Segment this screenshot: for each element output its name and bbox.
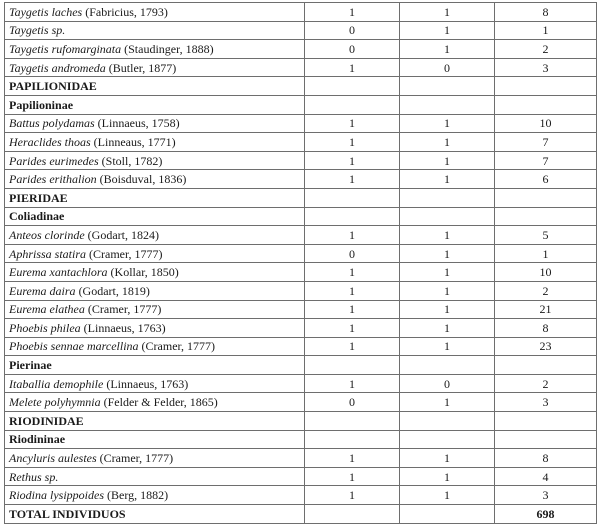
presence-col-1-value: 1 — [349, 283, 355, 298]
subfamily-name: Pierinae — [9, 358, 52, 373]
total-count-value: 698 — [536, 506, 555, 521]
individuals-count-value: 10 — [539, 265, 552, 280]
individuals-count-value: 8 — [542, 451, 549, 466]
species-row — [5, 40, 597, 59]
presence-col-2-value: 1 — [444, 23, 450, 38]
species-name-cell — [5, 58, 305, 77]
species-authority: (Cramer, 1777) — [138, 339, 216, 354]
presence-col-1-value: 1 — [349, 153, 355, 168]
empty-cell — [400, 95, 495, 114]
species-authority: (Linnaeus, 1758) — [94, 116, 180, 131]
individuals-count-value: 10 — [539, 116, 552, 131]
presence-col-1-value: 1 — [349, 116, 355, 131]
individuals-count-value: 8 — [542, 4, 549, 19]
species-name-cell — [5, 486, 305, 505]
empty-cell — [400, 430, 495, 449]
presence-col-1-value: 0 — [349, 395, 355, 410]
presence-col-2-cell — [400, 226, 495, 245]
species-row — [5, 281, 597, 300]
presence-col-1-cell — [305, 393, 400, 412]
total-label-cell — [5, 505, 305, 524]
empty-cell — [495, 430, 597, 449]
species-row — [5, 319, 597, 338]
presence-col-2-value: 1 — [444, 227, 450, 242]
individuals-count-cell — [495, 374, 597, 393]
subfamily-heading-row — [5, 207, 597, 226]
species-scientific-name: Riodina lysippoides — [9, 488, 104, 503]
presence-col-1-value: 1 — [349, 451, 355, 466]
presence-col-2-value: 1 — [444, 302, 450, 317]
presence-col-2-cell — [400, 281, 495, 300]
subfamily-heading-row — [5, 95, 597, 114]
individuals-count-value: 1 — [542, 23, 549, 38]
individuals-count-cell — [495, 226, 597, 245]
individuals-count-cell — [495, 244, 597, 263]
presence-col-1-value: 1 — [349, 376, 355, 391]
species-authority: (Godart, 1819) — [75, 283, 150, 298]
presence-col-1-cell — [305, 133, 400, 152]
individuals-count-value: 7 — [542, 134, 549, 149]
presence-col-2-value: 1 — [444, 451, 450, 466]
individuals-count-value: 4 — [542, 469, 549, 484]
empty-cell — [400, 505, 495, 524]
species-authority: (Butler, 1877) — [105, 60, 177, 75]
presence-col-1-value: 0 — [349, 246, 355, 261]
species-scientific-name: Eurema xantachlora — [9, 265, 108, 280]
presence-col-2-cell — [400, 114, 495, 133]
presence-col-1-cell — [305, 58, 400, 77]
individuals-count-cell — [495, 337, 597, 356]
species-row — [5, 300, 597, 319]
presence-col-2-value: 1 — [444, 320, 450, 335]
species-scientific-name: Melete polyhymnia — [9, 395, 101, 410]
species-authority: (Staudinger, 1888) — [121, 41, 214, 56]
species-row — [5, 244, 597, 263]
presence-col-1-cell — [305, 244, 400, 263]
individuals-count-cell — [495, 21, 597, 40]
total-label: TOTAL INDIVIDUOS — [9, 506, 126, 521]
species-scientific-name: Parides erithalion — [9, 172, 97, 187]
species-row — [5, 114, 597, 133]
species-authority: (Fabricius, 1793) — [82, 4, 168, 19]
presence-col-2-value: 1 — [444, 265, 450, 280]
presence-col-2-cell — [400, 170, 495, 189]
species-scientific-name: Parides eurimedes — [9, 153, 99, 168]
species-authority: (Boisduval, 1836) — [96, 172, 187, 187]
empty-cell — [400, 207, 495, 226]
table-body — [5, 3, 597, 524]
presence-col-2-cell — [400, 3, 495, 22]
species-authority: (Linnaeus, 1763) — [80, 320, 166, 335]
presence-col-1-cell — [305, 486, 400, 505]
species-name-cell — [5, 133, 305, 152]
species-row — [5, 263, 597, 282]
presence-col-2-cell — [400, 244, 495, 263]
presence-col-2-value: 0 — [444, 376, 450, 391]
species-name-cell — [5, 170, 305, 189]
species-scientific-name: Battus polydamas — [9, 116, 95, 131]
species-row — [5, 170, 597, 189]
presence-col-2-cell — [400, 374, 495, 393]
individuals-count-cell — [495, 40, 597, 59]
presence-col-2-value: 1 — [444, 339, 450, 354]
empty-cell — [305, 505, 400, 524]
species-authority: (Cramer, 1777) — [86, 246, 163, 261]
species-scientific-name: Taygetis andromeda — [9, 60, 106, 75]
species-name-cell — [5, 449, 305, 468]
species-row — [5, 486, 597, 505]
individuals-count-value: 1 — [542, 246, 549, 261]
presence-col-2-cell — [400, 21, 495, 40]
species-row — [5, 226, 597, 245]
presence-col-2-cell — [400, 40, 495, 59]
presence-col-1-value: 1 — [349, 339, 355, 354]
presence-col-2-cell — [400, 449, 495, 468]
species-name-cell — [5, 21, 305, 40]
presence-col-1-value: 1 — [349, 320, 355, 335]
species-authority: (Felder & Felder, 1865) — [100, 395, 218, 410]
species-table — [4, 2, 597, 524]
species-name-cell — [5, 263, 305, 282]
presence-col-1-cell — [305, 337, 400, 356]
species-row — [5, 58, 597, 77]
individuals-count-value: 2 — [542, 376, 549, 391]
species-scientific-name: Eurema daira — [9, 283, 76, 298]
individuals-count-value: 5 — [542, 227, 549, 242]
family-heading-row — [5, 188, 597, 207]
presence-col-2-cell — [400, 58, 495, 77]
individuals-count-value: 6 — [542, 172, 549, 187]
presence-col-2-value: 1 — [444, 116, 450, 131]
presence-col-2-cell — [400, 133, 495, 152]
species-row — [5, 449, 597, 468]
species-authority: (Linnaeus, 1763) — [103, 376, 189, 391]
empty-cell — [495, 77, 597, 96]
individuals-count-value: 3 — [542, 395, 549, 410]
family-name-cell — [5, 188, 305, 207]
subfamily-heading-row — [5, 356, 597, 375]
presence-col-2-value: 1 — [444, 246, 450, 261]
presence-col-2-cell — [400, 337, 495, 356]
individuals-count-cell — [495, 319, 597, 338]
presence-col-1-cell — [305, 374, 400, 393]
subfamily-name-cell — [5, 95, 305, 114]
empty-cell — [305, 356, 400, 375]
species-name-cell — [5, 281, 305, 300]
species-authority: (Kollar, 1850) — [107, 265, 179, 280]
empty-cell — [400, 188, 495, 207]
presence-col-1-cell — [305, 114, 400, 133]
family-name-cell — [5, 412, 305, 431]
family-name-cell — [5, 77, 305, 96]
individuals-count-value: 2 — [542, 283, 549, 298]
species-name-cell — [5, 114, 305, 133]
presence-col-1-value: 1 — [349, 4, 355, 19]
empty-cell — [495, 188, 597, 207]
subfamily-name-cell — [5, 430, 305, 449]
subfamily-name: Papilioninae — [9, 97, 74, 112]
subfamily-name-cell — [5, 356, 305, 375]
presence-col-2-cell — [400, 300, 495, 319]
species-row — [5, 393, 597, 412]
species-name-cell — [5, 337, 305, 356]
individuals-count-cell — [495, 114, 597, 133]
species-row — [5, 151, 597, 170]
family-heading-row — [5, 412, 597, 431]
species-row — [5, 3, 597, 22]
family-heading-row — [5, 77, 597, 96]
presence-col-2-cell — [400, 393, 495, 412]
species-scientific-name: Eurema elathea — [9, 302, 85, 317]
empty-cell — [495, 95, 597, 114]
species-name-cell — [5, 319, 305, 338]
subfamily-name-cell — [5, 207, 305, 226]
species-authority: (Berg, 1882) — [104, 488, 169, 503]
presence-col-2-value: 1 — [444, 488, 450, 503]
family-name: PAPILIONIDAE — [9, 79, 97, 94]
total-count-cell — [495, 505, 597, 524]
subfamily-name: Riodininae — [9, 432, 66, 447]
presence-col-2-cell — [400, 486, 495, 505]
species-authority: (Cramer, 1777) — [84, 302, 162, 317]
presence-col-1-value: 1 — [349, 60, 355, 75]
individuals-count-cell — [495, 133, 597, 152]
species-name-cell — [5, 40, 305, 59]
species-scientific-name: Aphrissa statira — [9, 246, 87, 261]
empty-cell — [305, 412, 400, 431]
presence-col-1-cell — [305, 170, 400, 189]
individuals-count-cell — [495, 449, 597, 468]
species-row — [5, 467, 597, 486]
presence-col-1-value: 1 — [349, 227, 355, 242]
presence-col-2-value: 1 — [444, 4, 450, 19]
species-scientific-name: Phoebis philea — [9, 320, 81, 335]
individuals-count-cell — [495, 58, 597, 77]
individuals-count-cell — [495, 3, 597, 22]
presence-col-1-cell — [305, 300, 400, 319]
presence-col-1-cell — [305, 40, 400, 59]
presence-col-1-cell — [305, 21, 400, 40]
presence-col-1-cell — [305, 281, 400, 300]
individuals-count-cell — [495, 281, 597, 300]
presence-col-1-cell — [305, 319, 400, 338]
presence-col-2-value: 1 — [444, 469, 450, 484]
species-row — [5, 337, 597, 356]
individuals-count-value: 3 — [542, 488, 549, 503]
subfamily-name: Coliadinae — [9, 209, 65, 224]
presence-col-1-value: 1 — [349, 134, 355, 149]
presence-col-2-value: 1 — [444, 41, 450, 56]
species-name-cell — [5, 3, 305, 22]
species-row — [5, 133, 597, 152]
presence-col-1-cell — [305, 3, 400, 22]
individuals-count-cell — [495, 300, 597, 319]
presence-col-1-value: 0 — [349, 41, 355, 56]
presence-col-2-cell — [400, 467, 495, 486]
individuals-count-cell — [495, 486, 597, 505]
subfamily-heading-row — [5, 430, 597, 449]
presence-col-1-value: 1 — [349, 469, 355, 484]
individuals-count-value: 3 — [542, 60, 549, 75]
species-name-cell — [5, 300, 305, 319]
species-name-cell — [5, 467, 305, 486]
species-row — [5, 374, 597, 393]
total-row — [5, 505, 597, 524]
presence-col-2-cell — [400, 151, 495, 170]
species-scientific-name: Taygetis rufomarginata — [9, 41, 122, 56]
presence-col-2-value: 1 — [444, 395, 450, 410]
empty-cell — [495, 207, 597, 226]
presence-col-1-value: 0 — [349, 23, 355, 38]
individuals-count-value: 7 — [542, 153, 549, 168]
species-name-cell — [5, 393, 305, 412]
species-name-cell — [5, 151, 305, 170]
presence-col-2-value: 1 — [444, 134, 450, 149]
presence-col-1-cell — [305, 467, 400, 486]
species-scientific-name: Heraclides thoas — [9, 134, 91, 149]
presence-col-2-value: 1 — [444, 153, 450, 168]
empty-cell — [305, 77, 400, 96]
species-scientific-name: Itaballia demophile — [9, 376, 104, 391]
presence-col-1-cell — [305, 449, 400, 468]
species-scientific-name: Ancyluris aulestes — [9, 451, 97, 466]
individuals-count-cell — [495, 170, 597, 189]
presence-col-2-cell — [400, 263, 495, 282]
individuals-count-cell — [495, 467, 597, 486]
empty-cell — [495, 412, 597, 431]
species-scientific-name: Anteos clorinde — [9, 227, 85, 242]
individuals-count-value: 8 — [542, 320, 549, 335]
individuals-count-cell — [495, 393, 597, 412]
empty-cell — [305, 95, 400, 114]
individuals-count-cell — [495, 263, 597, 282]
family-name: RIODINIDAE — [9, 413, 84, 428]
presence-col-2-value: 1 — [444, 283, 450, 298]
empty-cell — [495, 356, 597, 375]
empty-cell — [305, 188, 400, 207]
species-name-cell — [5, 226, 305, 245]
species-authority: (Linneaus, 1771) — [90, 134, 176, 149]
species-scientific-name: Taygetis laches — [9, 4, 83, 19]
species-scientific-name: Taygetis sp. — [9, 23, 66, 38]
species-authority: (Godart, 1824) — [84, 227, 159, 242]
family-name: PIERIDAE — [9, 190, 68, 205]
empty-cell — [305, 430, 400, 449]
presence-col-1-cell — [305, 263, 400, 282]
species-authority: (Stoll, 1782) — [98, 153, 163, 168]
individuals-count-value: 21 — [539, 302, 552, 317]
individuals-count-value: 2 — [542, 41, 549, 56]
presence-col-1-value: 1 — [349, 302, 355, 317]
empty-cell — [400, 77, 495, 96]
empty-cell — [400, 412, 495, 431]
species-authority: (Cramer, 1777) — [96, 451, 174, 466]
empty-cell — [400, 356, 495, 375]
species-row — [5, 21, 597, 40]
presence-col-1-cell — [305, 226, 400, 245]
presence-col-2-value: 0 — [444, 60, 450, 75]
presence-col-1-cell — [305, 151, 400, 170]
species-name-cell — [5, 244, 305, 263]
presence-col-2-cell — [400, 319, 495, 338]
individuals-count-value: 23 — [539, 339, 552, 354]
species-scientific-name: Phoebis sennae marcellina — [9, 339, 139, 354]
presence-col-1-value: 1 — [349, 265, 355, 280]
empty-cell — [305, 207, 400, 226]
species-name-cell — [5, 374, 305, 393]
individuals-count-cell — [495, 151, 597, 170]
species-scientific-name: Rethus sp. — [9, 469, 59, 484]
presence-col-1-value: 1 — [349, 488, 355, 503]
presence-col-1-value: 1 — [349, 172, 355, 187]
presence-col-2-value: 1 — [444, 172, 450, 187]
